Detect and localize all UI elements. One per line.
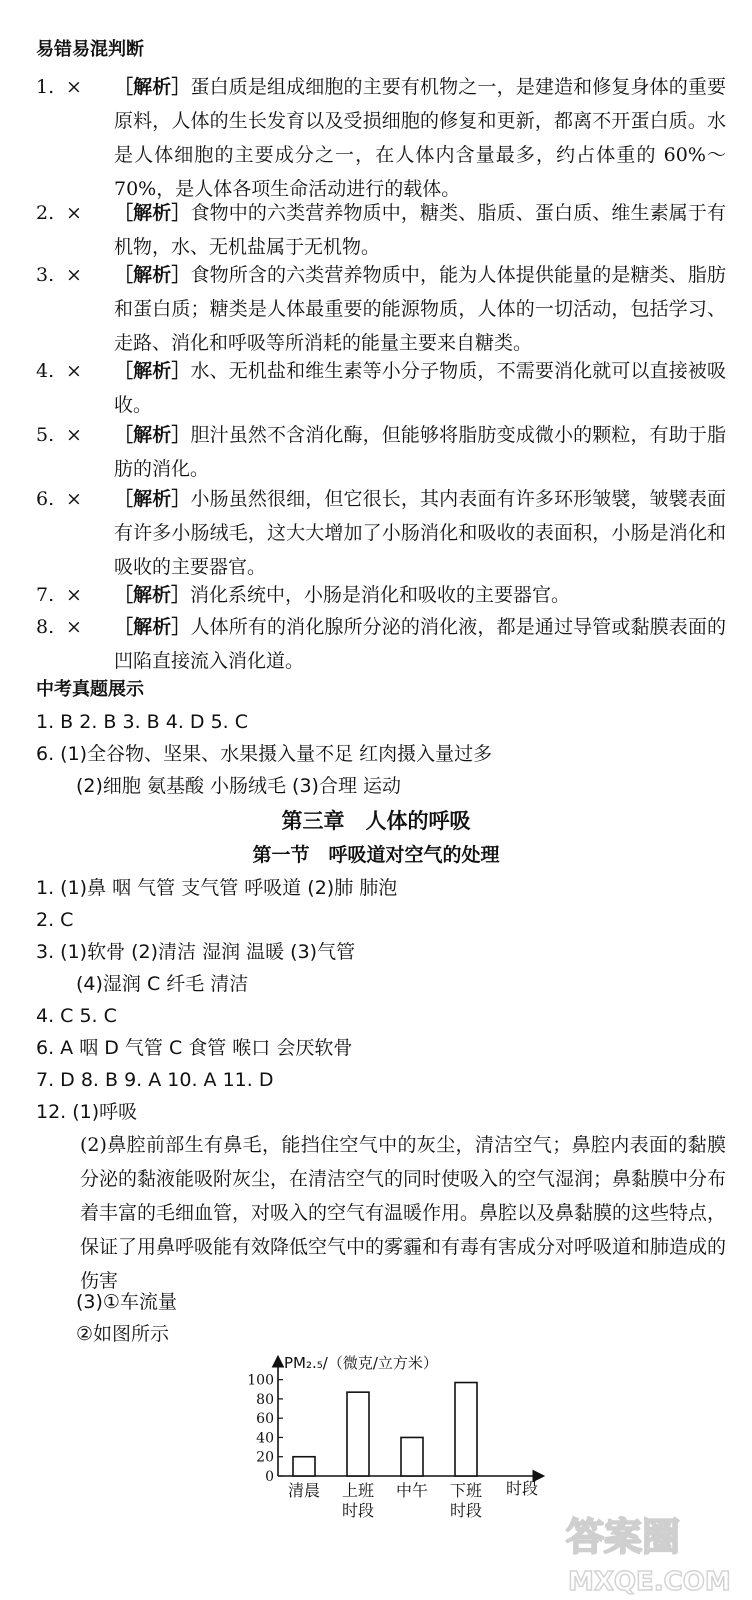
- cross-mark: ×: [66, 616, 82, 638]
- category-label: 清晨: [287, 1481, 321, 1500]
- y-tick-label: 80: [256, 1391, 274, 1408]
- item-number: 6.: [36, 488, 55, 510]
- category-label: 下班: [449, 1481, 483, 1500]
- bar-0: [293, 1457, 315, 1476]
- analysis-tag: ［解析］: [114, 202, 191, 224]
- item-number: 5.: [36, 424, 55, 446]
- analysis-text: 食物所含的六类营养物质中，能为人体提供能量的是糖类、脂肪和蛋白质；糖类是人体最重要的能源物质，人体的一切活动，包括学习、走路、消化和呼吸等所消耗的能量主要来自糖类。: [114, 264, 726, 354]
- analysis-text: 小肠虽然很细，但它很长，其内表面有许多环形皱襞，皱襞表面有许多小肠绒毛，这大大增加了小肠消化和吸收的表面积，小肠是消化和吸收的主要器官。: [114, 488, 726, 578]
- exam-answers-line-2: 6. (1)全谷物、坚果、水果摄入量不足 红肉摄入量过多: [36, 743, 493, 765]
- bar-2: [401, 1437, 423, 1476]
- section-title: 第一节 呼吸道对空气的处理: [252, 844, 500, 866]
- analysis-tag: ［解析］: [114, 488, 191, 510]
- judgment-item-1: [36, 70, 726, 206]
- analysis-tag: ［解析］: [114, 360, 191, 382]
- judgment-item-6: [36, 482, 726, 584]
- bar-1: [347, 1392, 369, 1476]
- item-number: 3.: [36, 264, 55, 286]
- answer-12-1: 12. (1)呼吸: [36, 1101, 138, 1123]
- answer-1: 1. (1)鼻 咽 气管 支气管 呼吸道 (2)肺 肺泡: [36, 877, 398, 899]
- cross-mark: ×: [66, 488, 82, 510]
- y-tick-label: 40: [256, 1430, 274, 1447]
- site-watermark: [560, 1498, 740, 1598]
- cross-mark: ×: [66, 264, 82, 286]
- section-heading-exam: 中考真题展示: [36, 679, 144, 700]
- judgment-item-2: [36, 196, 726, 264]
- judgment-item-7: [36, 578, 726, 612]
- section-heading-mistakes: 易错易混判断: [36, 39, 144, 60]
- answer-12-2: (2)鼻腔前部生有鼻毛，能挡住空气中的灰尘，清洁空气；鼻腔内表面的黏膜分泌的黏液能吸附灰尘，在清洁空气的同时使吸入的空气湿润；鼻黏膜中分布着丰富的毛细血管，对吸入的空气有温暖作用。鼻腔以及鼻黏膜的这些特点，保证了用鼻呼吸能有效降低空气中的雾霾和有毒有害成分对呼吸道和肺造成的伤害: [80, 1134, 727, 1292]
- y-tick-label: 0: [265, 1469, 274, 1485]
- item-number: 2.: [36, 202, 55, 224]
- y-tick-label: 20: [256, 1449, 274, 1466]
- judgment-item-3: [36, 258, 726, 360]
- judgment-item-4: [36, 354, 726, 422]
- answer-12-4: ②如图所示: [76, 1323, 170, 1345]
- category-label: 上班: [341, 1481, 375, 1500]
- answer-12-3: (3)①车流量: [76, 1291, 177, 1313]
- cross-mark: ×: [66, 76, 82, 98]
- analysis-tag: ［解析］: [114, 264, 191, 286]
- answer-2: 2. C: [36, 909, 74, 931]
- category-label: 时段: [449, 1501, 483, 1520]
- judgment-item-8: [36, 610, 726, 678]
- bar-3: [455, 1383, 477, 1476]
- watermark-domain: MXQE.COM: [568, 1567, 731, 1597]
- pm25-bar-chart: [240, 1350, 560, 1550]
- analysis-text: 水、无机盐和维生素等小分子物质，不需要消化就可以直接被吸收。: [114, 360, 726, 416]
- analysis-text: 食物中的六类营养物质中，糖类、脂质、蛋白质、维生素属于有机物，水、无机盐属于无机物。: [114, 202, 726, 258]
- analysis-text: 蛋白质是组成细胞的主要有机物之一，是建造和修复身体的重要原料，人体的生长发育以及受损细胞的修复和更新，都离不开蛋白质。水是人体细胞的主要成分之一，在人体内含量最多，约占体重的 60%～70%，是人体各项生命活动进行的载体。: [114, 76, 726, 200]
- answer-6: 6. A 咽 D 气管 C 食管 喉口 会厌软骨: [36, 1037, 353, 1059]
- cross-mark: ×: [66, 584, 82, 606]
- analysis-text: 消化系统中，小肠是消化和吸收的主要器官。: [190, 584, 571, 606]
- category-label: 时段: [341, 1501, 375, 1520]
- x-axis-label: 时段: [506, 1479, 539, 1498]
- answer-4-5: 4. C 5. C: [36, 1005, 117, 1027]
- y-axis-label: PM₂.₅/（微克/立方米）: [284, 1354, 438, 1372]
- analysis-tag: ［解析］: [114, 76, 191, 98]
- answer-3-line-1: 3. (1)软骨 (2)清洁 湿润 温暖 (3)气管: [36, 941, 356, 963]
- category-label: 中午: [395, 1481, 429, 1500]
- cross-mark: ×: [66, 424, 82, 446]
- cross-mark: ×: [66, 202, 82, 224]
- analysis-tag: ［解析］: [114, 616, 191, 638]
- answer-7-11: 7. D 8. B 9. A 10. A 11. D: [36, 1069, 274, 1091]
- item-number: 8.: [36, 616, 55, 638]
- y-tick-label: 60: [256, 1411, 274, 1428]
- exam-answers-line-1: 1. B 2. B 3. B 4. D 5. C: [36, 711, 248, 733]
- y-tick-label: 100: [247, 1372, 274, 1389]
- cross-mark: ×: [66, 360, 82, 382]
- exam-answers-line-3: (2)细胞 氨基酸 小肠绒毛 (3)合理 运动: [76, 775, 401, 797]
- chapter-title: 第三章 人体的呼吸: [281, 809, 471, 833]
- analysis-tag: ［解析］: [114, 424, 191, 446]
- watermark-text: 答案圈: [566, 1515, 681, 1559]
- item-number: 1.: [36, 76, 55, 98]
- answer-3-line-2: (4)湿润 C 纤毛 清洁: [76, 973, 249, 995]
- judgment-item-5: [36, 418, 726, 486]
- analysis-tag: ［解析］: [114, 584, 191, 606]
- item-number: 7.: [36, 584, 55, 606]
- analysis-text: 胆汁虽然不含消化酶，但能够将脂肪变成微小的颗粒，有助于脂肪的消化。: [114, 424, 726, 480]
- analysis-text: 人体所有的消化腺所分泌的消化液，都是通过导管或黏膜表面的凹陷直接流入消化道。: [114, 616, 726, 672]
- item-number: 4.: [36, 360, 55, 382]
